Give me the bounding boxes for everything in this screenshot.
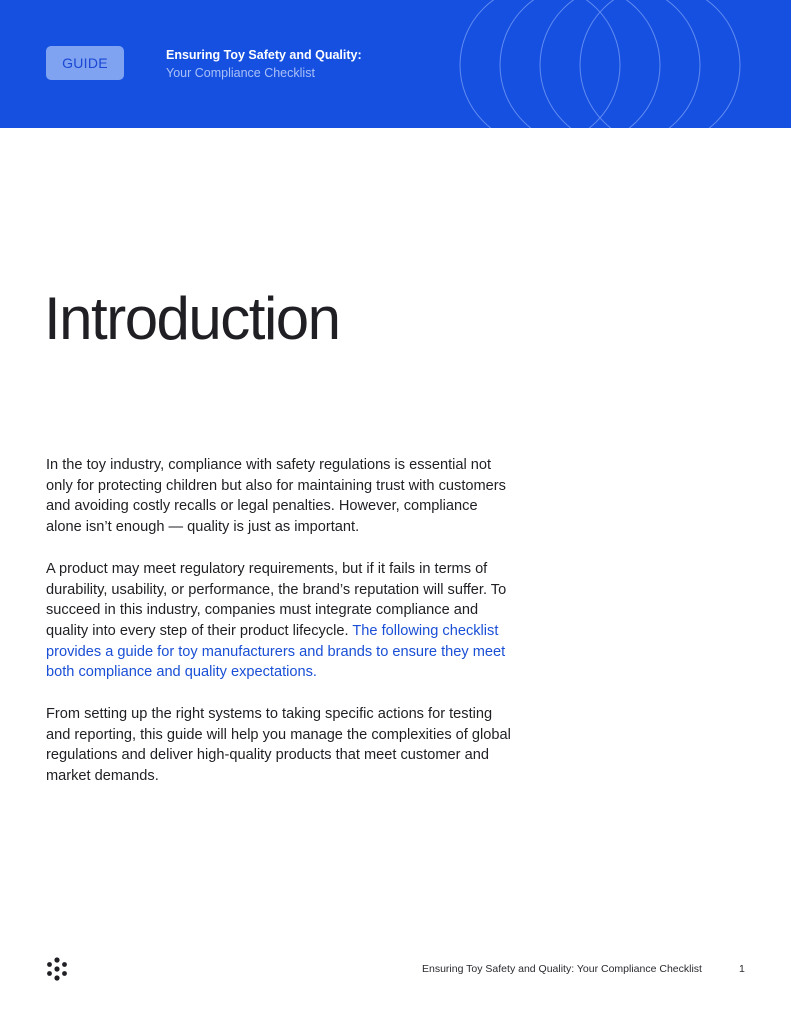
intro-paragraph-1: In the toy industry, compliance with safety regulations is essential not only for protecting children but also for maintaining trust with customers and avoiding costly recalls or legal penalties. However, compliance alone isn’t enough — quality is just as important. — [46, 457, 506, 536]
intro-paragraph-2 — [46, 559, 516, 683]
header-subtitle: Your Compliance Checklist — [166, 66, 315, 80]
page-number: 1 — [739, 963, 745, 975]
dots-logo-icon — [46, 957, 68, 981]
page-header — [0, 0, 791, 128]
header-title: Ensuring Toy Safety and Quality: — [166, 48, 362, 62]
paragraph-2-text: A product may meet regulatory requirements, but if it fails in terms of durability, usability, or performance, the brand’s reputation will suffer. To succeed in this industry, companies must integrate compliance and quality into every step of their product lifecycle. — [46, 560, 507, 639]
footer-document-title: Ensuring Toy Safety and Quality: Your Compliance Checklist — [422, 963, 702, 975]
intro-body — [46, 455, 516, 808]
intro-paragraph-3: From setting up the right systems to taking specific actions for testing and reporting, this guide will help you manage the complexities of global regulations and deliver high-quality products that meet customer and market demands. — [46, 706, 511, 785]
decorative-rings-icon — [440, 0, 770, 128]
paragraph-2-highlight: The following checklist provides a guide for toy manufacturers and brands to ensure they meet both compliance and quality expectations. — [46, 622, 506, 681]
guide-badge: GUIDE — [46, 46, 124, 80]
page-title: Introduction — [44, 285, 340, 352]
